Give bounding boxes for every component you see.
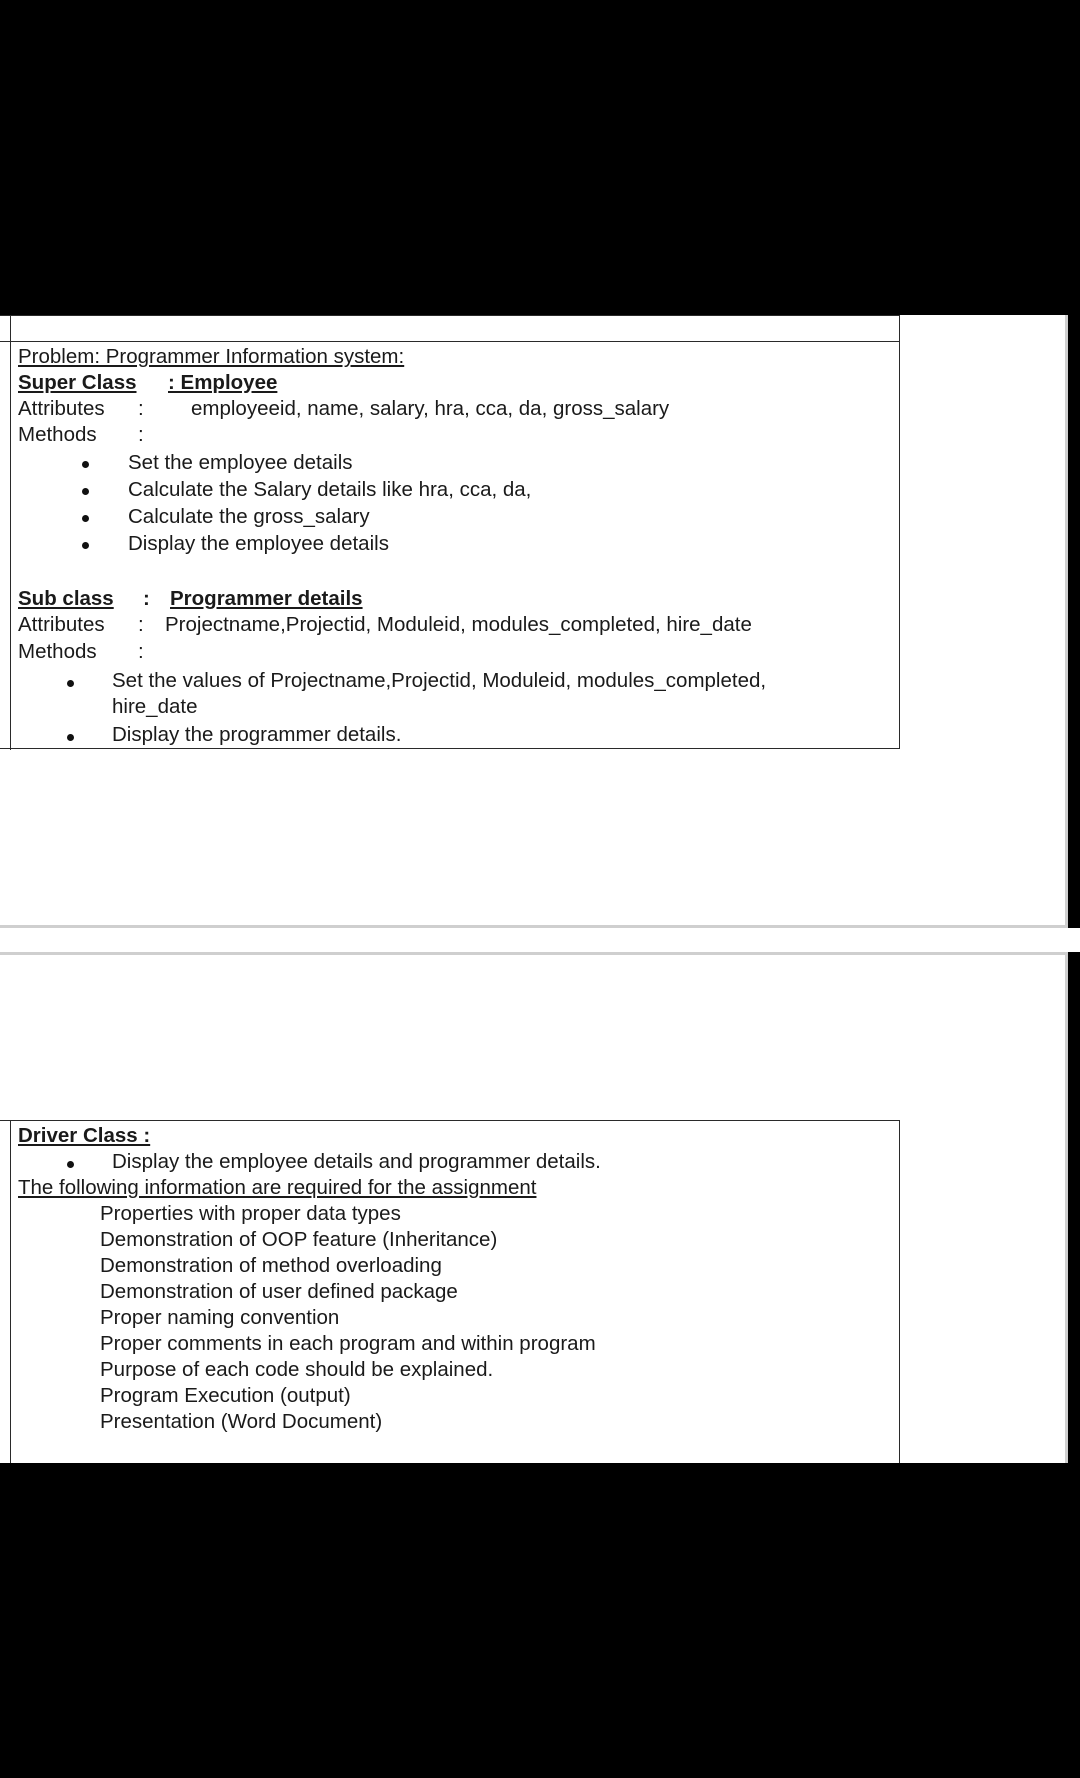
sub-methods-label: Methods — [18, 640, 97, 663]
top-black-bar — [0, 0, 1080, 315]
sub-attributes-label: Attributes — [18, 613, 105, 636]
driver-table — [0, 1120, 900, 1468]
sub-methods-colon: : — [138, 640, 144, 663]
document-page-1 — [0, 315, 1068, 928]
super-attributes-label: Attributes — [18, 397, 105, 420]
super-attributes-value: employeeid, name, salary, hra, cca, da, gross_salary — [191, 397, 670, 420]
page-gap — [0, 928, 1080, 952]
bullet-icon — [67, 734, 74, 741]
requirement-item: Demonstration of user defined package — [100, 1280, 458, 1303]
table-left-border — [10, 316, 11, 750]
bullet-icon — [82, 515, 89, 522]
bullet-icon — [82, 461, 89, 468]
sub-method-item-continued: hire_date — [112, 695, 198, 718]
requirement-item: Program Execution (output) — [100, 1384, 351, 1407]
bottom-black-bar — [0, 1463, 1080, 1778]
super-methods-colon: : — [138, 423, 144, 446]
super-methods-label: Methods — [18, 423, 97, 446]
super-method-item: Calculate the gross_salary — [128, 505, 370, 528]
requirement-item: Purpose of each code should be explained. — [100, 1358, 494, 1381]
driver-class-title: Driver Class : — [18, 1124, 151, 1147]
bullet-icon — [67, 680, 74, 687]
requirement-item: Proper naming convention — [100, 1306, 340, 1329]
super-method-item: Set the employee details — [128, 451, 353, 474]
problem-title: Problem: Programmer Information system: — [18, 345, 405, 368]
super-class-label: Super Class — [18, 371, 137, 394]
table-top-row — [0, 316, 899, 342]
table-left-border — [10, 1121, 11, 1469]
bullet-icon — [82, 488, 89, 495]
requirement-item: Demonstration of OOP feature (Inheritance) — [100, 1228, 498, 1251]
problem-table — [0, 315, 900, 749]
super-class-name: : Employee — [168, 371, 278, 394]
document-page-2 — [0, 952, 1068, 1466]
sub-attributes-value: Projectname,Projectid, Moduleid, modules_completed, hire_date — [165, 613, 752, 636]
requirement-item: Presentation (Word Document) — [100, 1410, 383, 1433]
requirement-item: Proper comments in each program and within program — [100, 1332, 596, 1355]
requirement-item: Properties with proper data types — [100, 1202, 401, 1225]
super-attributes-colon: : — [138, 397, 144, 420]
bullet-icon — [67, 1161, 74, 1168]
bullet-icon — [82, 542, 89, 549]
requirement-item: Demonstration of method overloading — [100, 1254, 442, 1277]
driver-bullet-item: Display the employee details and programmer details. — [112, 1150, 601, 1173]
sub-class-name: Programmer details — [170, 587, 363, 610]
requirements-heading: The following information are required for the assignment — [18, 1176, 537, 1199]
sub-class-label: Sub class — [18, 587, 114, 610]
super-method-item: Calculate the Salary details like hra, cca, da, — [128, 478, 532, 501]
sub-attributes-colon: : — [138, 613, 144, 636]
sub-method-item: Set the values of Projectname,Projectid, Moduleid, modules_completed, — [112, 669, 767, 692]
sub-class-colon: : — [143, 587, 150, 610]
super-method-item: Display the employee details — [128, 532, 389, 555]
sub-method-item: Display the programmer details. — [112, 723, 402, 746]
